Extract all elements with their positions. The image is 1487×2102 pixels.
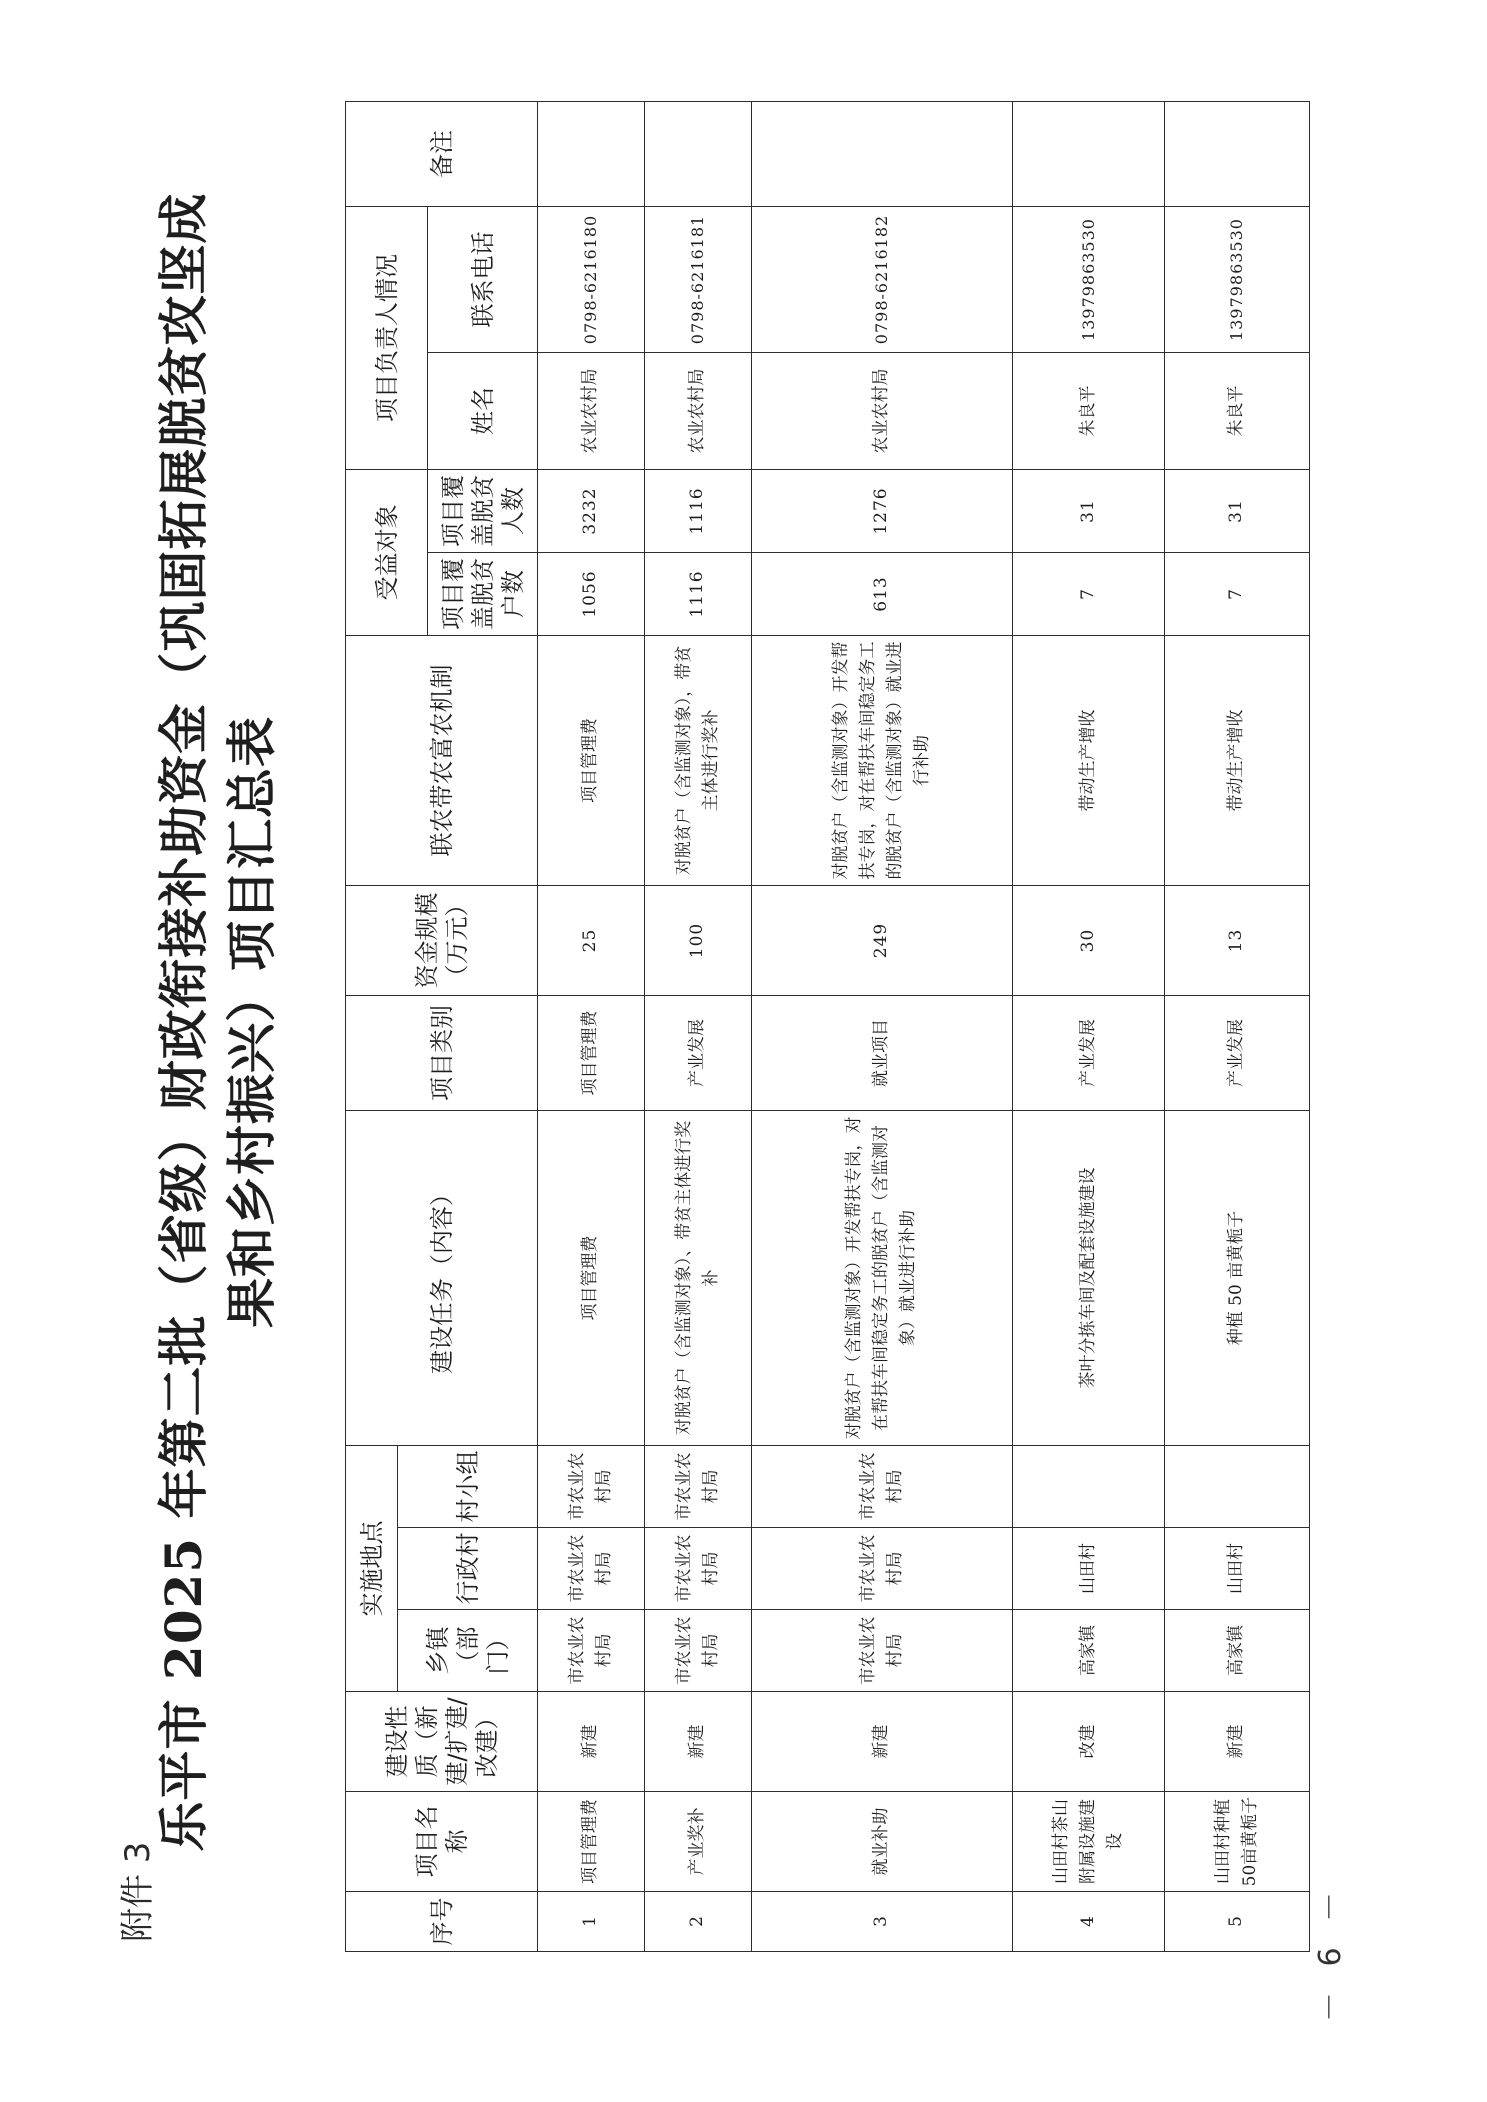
header-mechanism: 联农带农富农机制	[346, 636, 538, 886]
cell-admin-village: 市农业农村局	[538, 1528, 645, 1610]
cell-phone: 13979863530	[1164, 207, 1309, 353]
cell-funds: 13	[1164, 886, 1309, 996]
cell-nature: 新建	[644, 1692, 751, 1792]
cell-households: 1056	[538, 553, 645, 636]
cell-households: 613	[751, 553, 1013, 636]
cell-persons: 1116	[644, 470, 751, 553]
cell-mechanism: 对脱贫户（含监测对象）开发帮扶专岗，对在帮扶车间稳定务工的脱贫户（含监测对象）就业进行补助	[751, 636, 1013, 886]
document-title: 乐平市 2025 年第二批（省级）财政衔接补助资金（巩固拓展脱贫攻坚成果和乡村振兴）项目汇总表	[154, 192, 281, 1852]
cell-group	[1164, 1446, 1309, 1528]
table-row	[751, 102, 1013, 1952]
cell-funds: 30	[1013, 886, 1165, 996]
cell-mechanism: 对脱贫户（含监测对象），带贫主体进行奖补	[644, 636, 751, 886]
cell-category: 产业发展	[1164, 996, 1309, 1111]
cell-name: 山田村种植50亩黄栀子	[1164, 1792, 1309, 1892]
header-beneficiary: 受益对象	[346, 470, 428, 636]
cell-category: 项目管理费	[538, 996, 645, 1111]
cell-remarks	[751, 102, 1013, 207]
cell-content: 对脱贫户（含监测对象）、带贫主体进行奖补	[644, 1111, 751, 1446]
cell-remarks	[1013, 102, 1165, 207]
cell-nature: 新建	[751, 1692, 1013, 1792]
cell-nature: 改建	[1013, 1692, 1165, 1792]
cell-mechanism: 带动生产增收	[1013, 636, 1165, 886]
cell-phone: 13979863530	[1013, 207, 1165, 353]
header-admin-village: 行政村	[398, 1528, 538, 1610]
cell-mechanism: 带动生产增收	[1164, 636, 1309, 886]
header-leader: 项目负责人情况	[346, 207, 428, 470]
cell-content: 茶叶分拣车间及配套设施建设	[1013, 1111, 1165, 1446]
cell-households: 7	[1013, 553, 1165, 636]
cell-category: 产业发展	[1013, 996, 1165, 1111]
cell-admin-village: 山田村	[1164, 1528, 1309, 1610]
cell-name: 项目管理费	[538, 1792, 645, 1892]
header-group: 村小组	[398, 1446, 538, 1528]
cell-phone: 0798-6216181	[644, 207, 751, 353]
cell-persons: 31	[1164, 470, 1309, 553]
header-leader-name: 姓名	[428, 353, 538, 470]
cell-group: 市农业农村局	[644, 1446, 751, 1528]
cell-phone: 0798-6216180	[538, 207, 645, 353]
cell-nature: 新建	[1164, 1692, 1309, 1792]
cell-remarks	[538, 102, 645, 207]
table-row	[1164, 102, 1309, 1952]
cell-admin-village: 市农业农村局	[644, 1528, 751, 1610]
cell-seq: 2	[644, 1892, 751, 1952]
cell-seq: 4	[1013, 1892, 1165, 1952]
page-number: － 6 －	[1313, 1883, 1348, 2022]
table-row	[538, 102, 645, 1952]
cell-leader-name: 朱良平	[1013, 353, 1165, 470]
cell-phone: 0798-6216182	[751, 207, 1013, 353]
cell-seq: 5	[1164, 1892, 1309, 1952]
header-phone: 联系电话	[428, 207, 538, 353]
cell-admin-village: 山田村	[1013, 1528, 1165, 1610]
cell-funds: 249	[751, 886, 1013, 996]
cell-name: 就业补助	[751, 1792, 1013, 1892]
cell-group	[1013, 1446, 1165, 1528]
cell-seq: 3	[751, 1892, 1013, 1952]
cell-content: 项目管理费	[538, 1111, 645, 1446]
header-seq: 序号	[346, 1892, 538, 1952]
cell-category: 就业项目	[751, 996, 1013, 1111]
header-nature: 建设性质（新建/扩建/改建）	[346, 1692, 538, 1792]
cell-group: 市农业农村局	[538, 1446, 645, 1528]
cell-content: 种植 50 亩黄栀子	[1164, 1111, 1309, 1446]
cell-nature: 新建	[538, 1692, 645, 1792]
cell-households: 1116	[644, 553, 751, 636]
cell-leader-name: 农业农村局	[644, 353, 751, 470]
cell-township: 高家镇	[1013, 1610, 1165, 1692]
cell-township: 高家镇	[1164, 1610, 1309, 1692]
cell-township: 市农业农村局	[751, 1610, 1013, 1692]
table-row	[1013, 102, 1165, 1952]
cell-persons: 3232	[538, 470, 645, 553]
cell-mechanism: 项目管理费	[538, 636, 645, 886]
cell-persons: 1276	[751, 470, 1013, 553]
cell-content: 对脱贫户（含监测对象）开发帮扶专岗，对在帮扶车间稳定务工的脱贫户（含监测对象）就业进行补助	[751, 1111, 1013, 1446]
cell-admin-village: 市农业农村局	[751, 1528, 1013, 1610]
cell-leader-name: 朱良平	[1164, 353, 1309, 470]
header-location: 实施地点	[346, 1446, 398, 1692]
header-persons: 项目覆盖脱贫人数	[428, 470, 538, 553]
cell-name: 山田村茶山附属设施建设	[1013, 1792, 1165, 1892]
project-summary-table	[345, 101, 1310, 1952]
header-funds: 资金规模（万元）	[346, 886, 538, 996]
attachment-label: 附件 3	[118, 1841, 158, 1942]
cell-leader-name: 农业农村局	[538, 353, 645, 470]
cell-remarks	[644, 102, 751, 207]
cell-group: 市农业农村局	[751, 1446, 1013, 1528]
header-township: 乡镇（部门）	[398, 1610, 538, 1692]
header-content: 建设任务（内容）	[346, 1111, 538, 1446]
cell-funds: 25	[538, 886, 645, 996]
cell-households: 7	[1164, 553, 1309, 636]
cell-seq: 1	[538, 1892, 645, 1952]
cell-persons: 31	[1013, 470, 1165, 553]
header-name: 项目名称	[346, 1792, 538, 1892]
header-remarks: 备注	[346, 102, 538, 207]
cell-township: 市农业农村局	[644, 1610, 751, 1692]
cell-funds: 100	[644, 886, 751, 996]
header-households: 项目覆盖脱贫户数	[428, 553, 538, 636]
cell-name: 产业奖补	[644, 1792, 751, 1892]
header-category: 项目类别	[346, 996, 538, 1111]
cell-remarks	[1164, 102, 1309, 207]
cell-township: 市农业农村局	[538, 1610, 645, 1692]
cell-leader-name: 农业农村局	[751, 353, 1013, 470]
cell-category: 产业发展	[644, 996, 751, 1111]
table-row	[644, 102, 751, 1952]
